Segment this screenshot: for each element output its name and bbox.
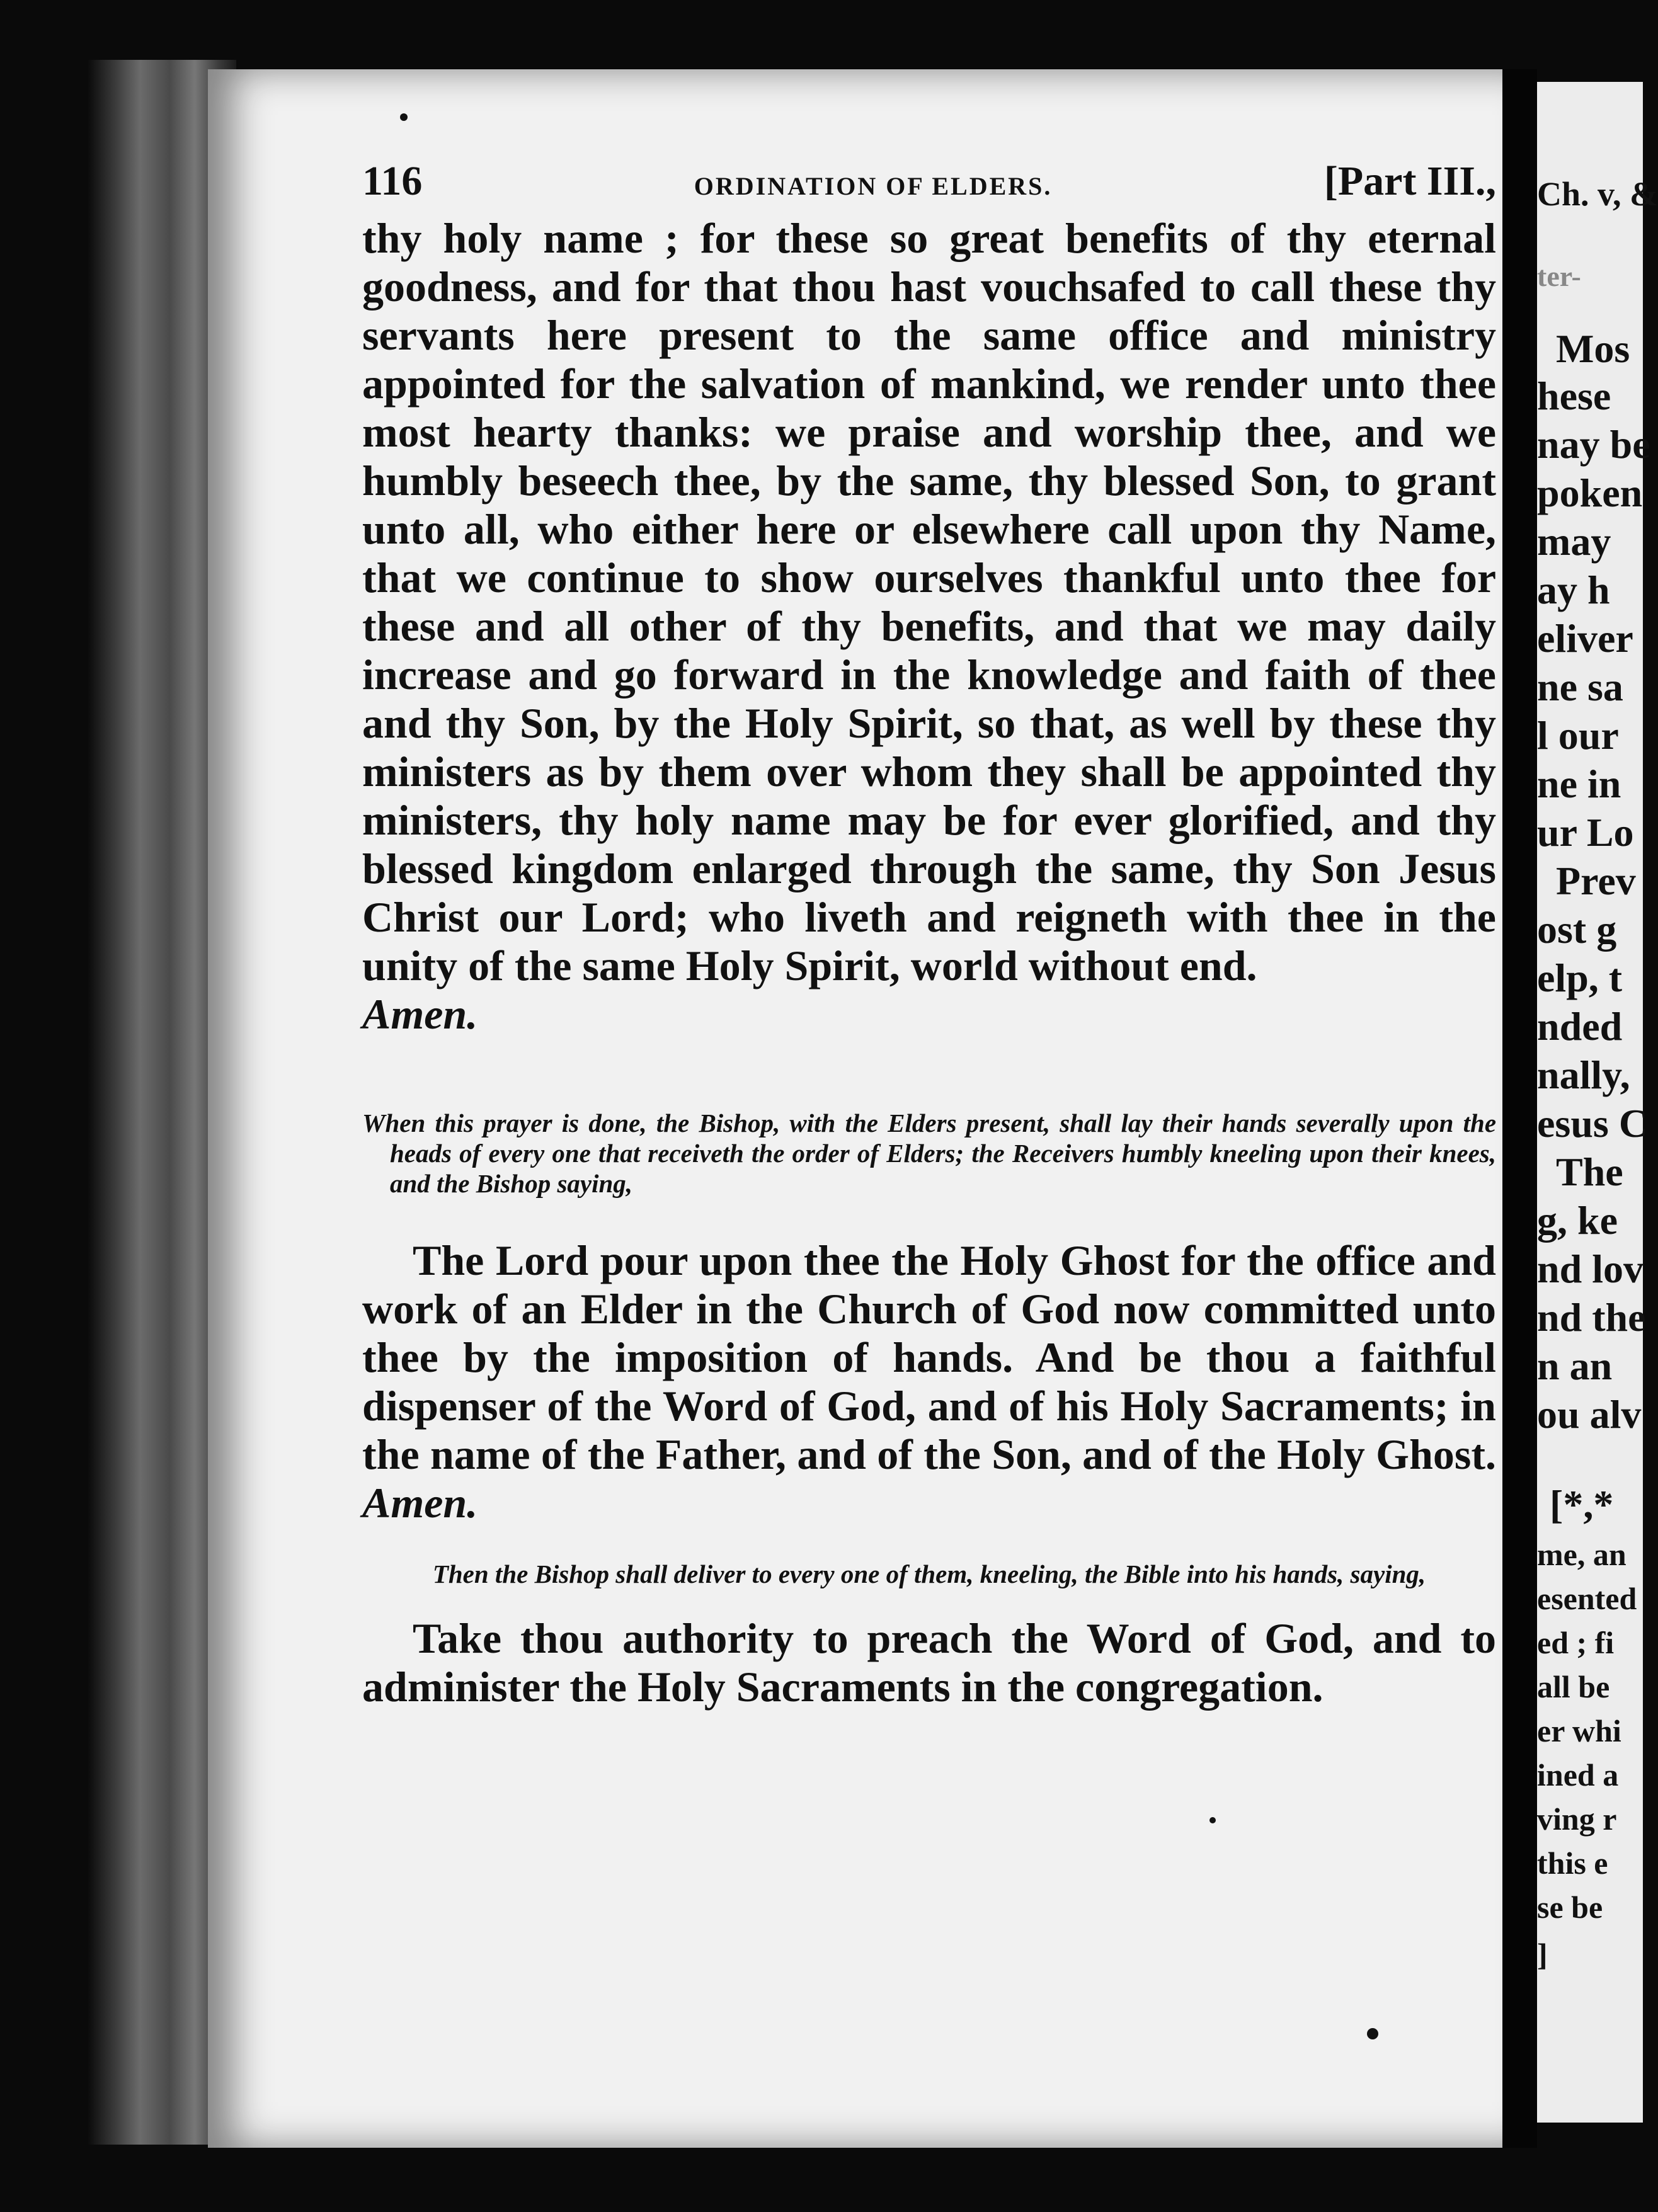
rubric-continuation: hands severally upon the heads of every one that receiveth the order of Elders; the Receivers humbly kneeling upon their knees, and the Bishop saying, bbox=[390, 1109, 1497, 1198]
facing-page-line: nded bbox=[1537, 1004, 1623, 1049]
facing-page-line: The bbox=[1556, 1149, 1623, 1194]
rubric-deliver-bible-text: Then the Bishop shall deliver to every one of them, kneeling, the Bible into his hands, saying, bbox=[432, 1559, 1426, 1588]
facing-page-line: g, ke bbox=[1537, 1198, 1618, 1243]
ordination-charge-amen: Amen. bbox=[362, 1479, 478, 1527]
running-head bbox=[362, 157, 1496, 214]
facing-page-line: poken bbox=[1537, 470, 1643, 515]
facing-page-line: eliver bbox=[1537, 616, 1633, 661]
page-number: 116 bbox=[362, 158, 423, 204]
facing-page-line: all be bbox=[1537, 1669, 1610, 1704]
facing-page-line: this e bbox=[1537, 1845, 1608, 1881]
facing-page-line: l our bbox=[1537, 713, 1619, 758]
facing-page-line: ne sa bbox=[1537, 664, 1623, 709]
facing-page-line: se be bbox=[1537, 1890, 1603, 1925]
prayer-text: thy holy name ; for these so great benefits of thy eternal goodness, and for that thou hast vouchsafed to call these thy servants here present to the same office and ministry appointed for the salvation of mankind, we render unto thee most hearty thanks: we praise and worship thee, and we humbly beseech thee, by the same, thy blessed Son, to grant unto all, who either here or elsewhere call upon thy Name, that we continue to show ourselves thankful unto thee for these and all other of thy benefits, and that we may daily increase and go forward in the knowledge and faith of thee and thy Son, by the Holy Spirit, so that, as well by these thy ministers as by them over whom they shall be appointed thy ministers, thy holy name may be for ever glorified, and thy blessed kingdom enlarged through the same, thy Son Jesus Christ our Lord; who liveth and reigneth with thee in the unity of the same Holy Spirit, world without end. bbox=[362, 214, 1496, 989]
facing-page-line: esented bbox=[1537, 1581, 1637, 1616]
facing-page-line: Ch. v, & bbox=[1537, 175, 1658, 213]
print-speck bbox=[1367, 2028, 1378, 2039]
facing-page-line: er whi bbox=[1537, 1713, 1621, 1748]
rubric-first-line: When this prayer is done, the Bishop, with the Elders present, shall lay their bbox=[362, 1109, 1213, 1137]
authority-charge: Take thou authority to preach the Word of God, and to administer the Holy Sacraments in the congregation. bbox=[362, 1614, 1496, 1711]
print-speck bbox=[400, 113, 408, 121]
facing-page-line: me, an bbox=[1537, 1537, 1627, 1572]
facing-page-line: ou alv bbox=[1537, 1392, 1642, 1437]
facing-page-line: ving r bbox=[1537, 1801, 1617, 1837]
facing-page-line: elp, t bbox=[1537, 955, 1623, 1000]
page-text bbox=[362, 157, 1496, 1711]
facing-page-line: hese bbox=[1537, 373, 1611, 418]
facing-page-line: ] bbox=[1537, 1937, 1548, 1972]
facing-page-line: ur Lo bbox=[1537, 810, 1634, 855]
page-gutter bbox=[1502, 69, 1537, 2148]
facing-page-fragment bbox=[1537, 82, 1658, 2123]
facing-page-line: may bbox=[1537, 519, 1611, 564]
facing-page-line: ost g bbox=[1537, 907, 1617, 952]
facing-page-line: Prev bbox=[1556, 858, 1636, 903]
facing-page-line: ay h bbox=[1537, 567, 1610, 612]
ordination-charge-text: The Lord pour upon thee the Holy Ghost for the office and work of an Elder in the Church of God now committed unto thee by the imposition of hands. And be thou a faithful dispenser of the Word of God, and of his Holy Sacraments; in the name of the Father, and of the Son, and of the Holy Ghost. bbox=[362, 1236, 1496, 1478]
facing-page-line: ined a bbox=[1537, 1757, 1619, 1793]
facing-page-line: n an bbox=[1537, 1343, 1613, 1388]
facing-page-line: ter- bbox=[1537, 260, 1581, 292]
facing-page-line: nay be bbox=[1537, 422, 1650, 467]
facing-page-line: [*,* bbox=[1550, 1482, 1614, 1527]
rubric-deliver-bible bbox=[362, 1559, 1496, 1589]
facing-page-line: nd the bbox=[1537, 1295, 1646, 1340]
part-label: [Part III., bbox=[1324, 158, 1496, 204]
rubric-bishop-lays-hands bbox=[362, 1108, 1496, 1199]
running-title: ORDINATION OF ELDERS. bbox=[694, 172, 1053, 200]
prayer-paragraph bbox=[362, 214, 1496, 1039]
prayer-amen: Amen. bbox=[362, 990, 478, 1038]
facing-page-line: nd lov bbox=[1537, 1246, 1644, 1291]
print-speck bbox=[1209, 1817, 1216, 1823]
facing-page-line: Mos bbox=[1556, 326, 1630, 371]
ordination-charge bbox=[362, 1236, 1496, 1527]
facing-page-line: esus C bbox=[1537, 1101, 1649, 1146]
facing-page-line: ne in bbox=[1537, 761, 1621, 806]
facing-page-line: nally, bbox=[1537, 1052, 1630, 1097]
facing-page-line: ed ; fi bbox=[1537, 1625, 1615, 1660]
